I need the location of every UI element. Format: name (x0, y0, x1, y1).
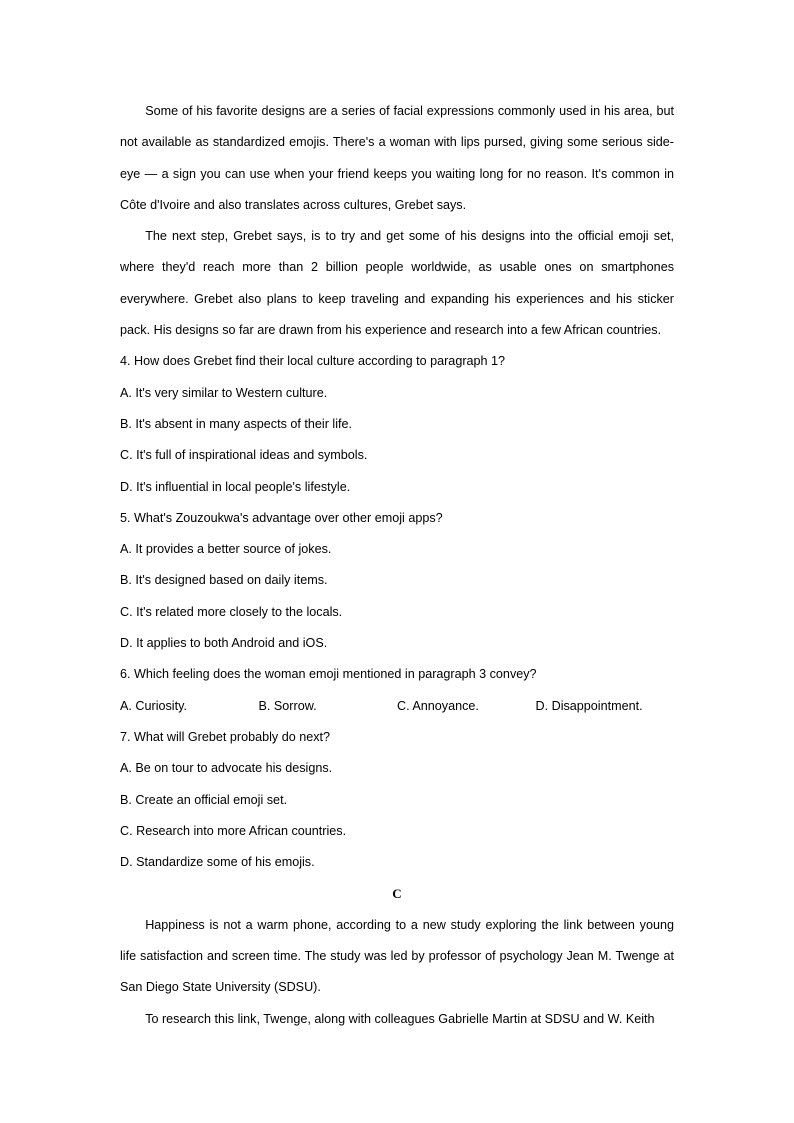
question-6-option-c: C. Annoyance. (397, 698, 479, 713)
question-6 (120, 659, 674, 722)
question-4 (120, 346, 674, 502)
question-6-option-b: B. Sorrow. (258, 698, 317, 713)
question-5-option-b: B. It's designed based on daily items. (120, 573, 328, 588)
document-page (120, 96, 674, 1035)
question-4-option-b: B. It's absent in many aspects of their life. (120, 416, 353, 431)
question-6-stem: 6. Which feeling does the woman emoji mentioned in paragraph 3 convey? (120, 667, 537, 682)
question-5 (120, 503, 674, 659)
paragraph-next-step: The next step, Grebet says, is to try and get some of his designs into the official emoji set, where they'd reach more than 2 billion people worldwide, as usable ones on smartphones everywhere. Grebet also plans to keep traveling and expanding his experiences and his sticker pack. His designs so far are drawn from his experience and research into a few African countries. (120, 229, 674, 338)
question-4-option-c: C. It's full of inspirational ideas and symbols. (120, 448, 368, 463)
paragraph-facial-expressions: Some of his favorite designs are a series of facial expressions commonly used in his area, but not available as standardized emojis. There's a woman with lips pursed, giving some serious side-eye — a sign you can use when your friend keeps you waiting long for no reason. It's common in Côte d'Ivoire and also translates across cultures, Grebet says. (120, 104, 674, 212)
question-7-option-c: C. Research into more African countries. (120, 823, 347, 838)
paragraph-happiness-study: Happiness is not a warm phone, according to a new study exploring the link between young life satisfaction and screen time. The study was led by professor of psychology Jean M. Twenge at San Diego State University (SDSU). (120, 917, 674, 995)
question-6-options (120, 691, 674, 722)
question-5-stem: 5. What's Zouzoukwa's advantage over other emoji apps? (120, 510, 443, 525)
question-6-option-a: A. Curiosity. (120, 698, 187, 713)
question-4-option-a: A. It's very similar to Western culture. (120, 385, 328, 400)
question-5-option-d: D. It applies to both Android and iOS. (120, 636, 328, 651)
question-7-option-d: D. Standardize some of his emojis. (120, 855, 315, 870)
question-4-stem: 4. How does Grebet find their local culture according to paragraph 1? (120, 354, 506, 369)
question-7 (120, 722, 674, 878)
question-6-option-d: D. Disappointment. (535, 698, 643, 713)
section-heading-c: C (392, 886, 402, 902)
question-5-option-c: C. It's related more closely to the locals. (120, 604, 343, 619)
question-7-option-b: B. Create an official emoji set. (120, 792, 288, 807)
question-7-option-a: A. Be on tour to advocate his designs. (120, 761, 333, 776)
question-4-option-d: D. It's influential in local people's lifestyle. (120, 479, 351, 494)
question-5-option-a: A. It provides a better source of jokes. (120, 542, 332, 557)
paragraph-research-link: To research this link, Twenge, along with colleagues Gabrielle Martin at SDSU and W. Keith (145, 1011, 655, 1026)
question-7-stem: 7. What will Grebet probably do next? (120, 729, 331, 744)
